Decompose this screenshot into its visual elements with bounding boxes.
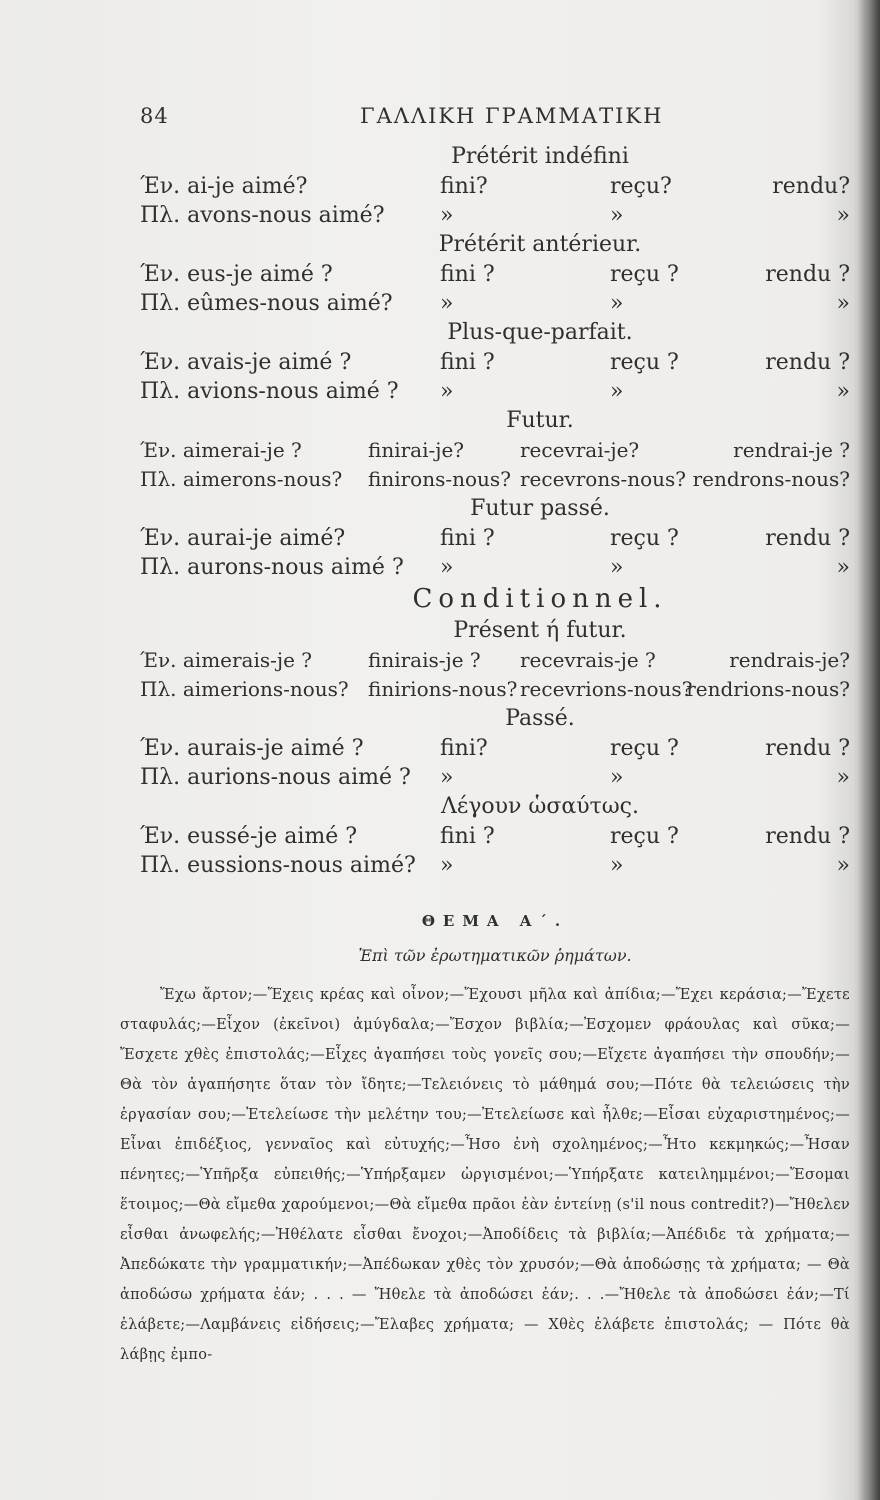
page-binding-edge — [858, 0, 880, 1500]
verb-aimer: Έν. ai-je aimé? — [140, 174, 308, 199]
verb-rendre: » — [836, 291, 850, 316]
conjugation-row — [140, 289, 850, 318]
verb-aimer: Έν. aurai-je aimé? — [140, 526, 346, 551]
verb-finir: » — [440, 555, 454, 580]
verb-recevoir: reçu ? — [610, 350, 679, 375]
conjugation-row — [140, 675, 850, 704]
verb-recevoir: » — [610, 765, 624, 790]
verb-finir: fini ? — [440, 526, 495, 551]
verb-rendre: rendu ? — [765, 262, 850, 287]
tense-heading: Passé. — [505, 706, 575, 731]
verb-rendre: rendu ? — [765, 824, 850, 849]
verb-recevoir: recevrons-nous? — [520, 467, 687, 491]
verb-finir: fini? — [440, 174, 488, 199]
conjugation-row — [140, 524, 850, 553]
verb-aimer: Πλ. eûmes-nous aimé? — [140, 291, 393, 316]
tense-heading: Présent ή futur. — [453, 618, 627, 643]
verb-recevoir: recevrais-je ? — [520, 648, 656, 672]
verb-finir: » — [440, 203, 454, 228]
verb-rendre: » — [836, 379, 850, 404]
verb-aimer: Πλ. avions-nous aimé ? — [140, 379, 399, 404]
verb-aimer: Έν. aurais-je aimé ? — [140, 736, 364, 761]
verb-finir: finirions-nous? — [368, 677, 518, 701]
verb-finir: » — [440, 291, 454, 316]
verb-rendre: » — [836, 765, 850, 790]
tense-heading: Futur. — [506, 408, 574, 433]
verb-recevoir: » — [610, 291, 624, 316]
verb-rendre: rendu? — [772, 174, 850, 199]
verb-rendre: rendu ? — [765, 350, 850, 375]
verb-recevoir: » — [610, 379, 624, 404]
verb-finir: fini ? — [440, 824, 495, 849]
verb-rendre: rendrions-nous? — [686, 677, 850, 701]
verb-recevoir: reçu ? — [610, 824, 679, 849]
verb-recevoir: » — [610, 203, 624, 228]
verb-finir: fini ? — [440, 262, 495, 287]
conjugation-row — [140, 851, 850, 880]
tense-heading: Futur passé. — [470, 496, 610, 521]
conjugation-row — [140, 763, 850, 792]
verb-recevoir: reçu? — [610, 174, 672, 199]
verb-finir: finirais-je ? — [368, 648, 481, 672]
conjugation-row — [140, 348, 850, 377]
verb-aimer: Πλ. aurions-nous aimé ? — [140, 765, 411, 790]
verb-aimer: Πλ. avons-nous aimé? — [140, 203, 385, 228]
verb-aimer: Έν. eus-je aimé ? — [140, 262, 333, 287]
verb-recevoir: reçu ? — [610, 736, 679, 761]
verb-aimer: Πλ. aurons-nous aimé ? — [140, 555, 404, 580]
conjugation-row — [140, 436, 850, 465]
verb-aimer: Πλ. aimerions-nous? — [140, 677, 349, 701]
verb-rendre: » — [836, 853, 850, 878]
conjugation-row — [140, 172, 850, 201]
tense-heading: Prétérit indéfini — [451, 144, 629, 169]
verb-rendre: rendu ? — [765, 736, 850, 761]
verb-recevoir: recevrai-je? — [520, 438, 640, 462]
verb-rendre: » — [836, 555, 850, 580]
tense-heading: Plus-que-parfait. — [447, 320, 633, 345]
page-number: 84 — [140, 104, 169, 128]
verb-recevoir: » — [610, 853, 624, 878]
verb-rendre: rendrons-nous? — [692, 467, 850, 491]
conjugation-row — [140, 646, 850, 675]
conjugation-row — [140, 260, 850, 289]
verb-aimer: Έν. avais-je aimé ? — [140, 350, 352, 375]
tense-heading: Λέγουν ὡσαύτως. — [440, 794, 640, 819]
verb-finir: » — [440, 853, 454, 878]
verb-finir: finirai-je? — [368, 438, 465, 462]
verb-recevoir: recevrions-nous? — [520, 677, 693, 701]
verb-finir: » — [440, 765, 454, 790]
exercise-text: Ἔχω ἄρτον;—Ἔχεις κρέας καὶ οἶνον;—Ἔχουσι μῆλα καὶ ἀπίδια;—Ἔχει κεράσια;—Ἔχετε σταφυλάς;—Εἶχον (ἐκεῖνοι) ἀμύγδαλα;—Ἔσχον βιβλία;—Ἐσχομεν φράουλας καὶ σῦκα;—Ἔσχετε χθὲς ἐπιστολάς;—Εἶχες ἀγαπήσει τοὺς γονεῖς σου;—Εἴχετε ἀγαπήσει τὴν σπουδήν;—Θὰ τὸν ἀγαπήσητε ὅταν τὸν ἴδητε;—Τελειόνεις τὸ μάθημά σου;—Πότε θὰ τελειώσεις τὴν ἐργασίαν σου;—Ἐτελείωσε τὴν μελέτην του;—Ἐτελείωσε καὶ ἦλθε;—Εἶσαι εὐχαριστημένος;—Εἶναι ἐπιδέξιος, γενναῖος καὶ εὐτυχής;—Ἦσο ἐνὴ σχολημένος;—Ἦτο κεκμηκώς;—Ἦσαν πένητες;—Ὑπῆρξα εὐπειθής;—Ὑπήρξαμεν ὠργισμένοι;—Ὑπήρξατε κατειλημμένοι;—Ἔσομαι ἕτοιμος;—Θὰ εἴμεθα χαρούμενοι;—Θὰ εἴμεθα πρᾶοι ἐὰν ἐντείνῃ (s'il nous contredit?)—Ἤθελεν εἶσθαι ἀνωφελής;—Ἠθέλατε εἶσθαι ἔνοχοι;—Ἀποδίδεις τὰ βιβλία;—Ἀπέδιδε τὰ χρήματα;—Ἀπεδώκατε τὴν γραμματικήν;—Ἀπέδωκαν χθὲς τὸν χρυσόν;—Θὰ ἀποδώσῃς τὰ χρήματα; — Θὰ ἀποδώσω χρήματα ἐάν; . . . — Ἤθελε τὰ ἀποδώσει ἐάν;. . .—Ἤθελε τὰ ἀποδώσει ἐάν;—Τί ἐλάβετε;—Λαμβάνεις εἰδήσεις;—Ἔλαβες χρήματα; — Χθὲς ἐλάβετε ἐπιστολάς; — Πότε θὰ λάβῃς ἐμπο- — [120, 987, 850, 1363]
verb-finir: » — [440, 379, 454, 404]
conjugation-row — [140, 734, 850, 763]
conjugation-row — [140, 822, 850, 851]
verb-recevoir: » — [610, 555, 624, 580]
conjugation-tables — [140, 142, 850, 880]
conjugation-row — [140, 553, 850, 582]
running-title: ΓΑΛΛΙΚΗ ΓΡΑΜΜΑΤΙΚΗ — [360, 104, 664, 128]
theme-subtitle: Ἐπὶ τῶν ἐρωτηματικῶν ῥημάτων. — [358, 946, 632, 965]
verb-aimer: Πλ. eussions-nous aimé? — [140, 853, 416, 878]
verb-aimer: Έν. aimerais-je ? — [140, 648, 313, 672]
verb-recevoir: reçu ? — [610, 526, 679, 551]
verb-recevoir: reçu ? — [610, 262, 679, 287]
verb-aimer: Έν. eussé-je aimé ? — [140, 824, 358, 849]
verb-rendre: rendrai-je ? — [733, 438, 850, 462]
conjugation-row — [140, 201, 850, 230]
verb-rendre: » — [836, 203, 850, 228]
conjugation-row — [140, 377, 850, 406]
verb-aimer: Έν. aimerai-je ? — [140, 438, 302, 462]
verb-finir: fini ? — [440, 350, 495, 375]
verb-rendre: rendrais-je? — [729, 648, 850, 672]
verb-finir: finirons-nous? — [368, 467, 511, 491]
verb-aimer: Πλ. aimerons-nous? — [140, 467, 343, 491]
tense-heading: Conditionnel. — [412, 584, 668, 614]
verb-rendre: rendu ? — [765, 526, 850, 551]
conjugation-row — [140, 465, 850, 494]
verb-finir: fini? — [440, 736, 488, 761]
tense-heading: Prétérit antérieur. — [438, 232, 642, 257]
theme-title: ΘΕΜΑ Α΄. — [421, 912, 569, 930]
page-header — [140, 104, 700, 134]
